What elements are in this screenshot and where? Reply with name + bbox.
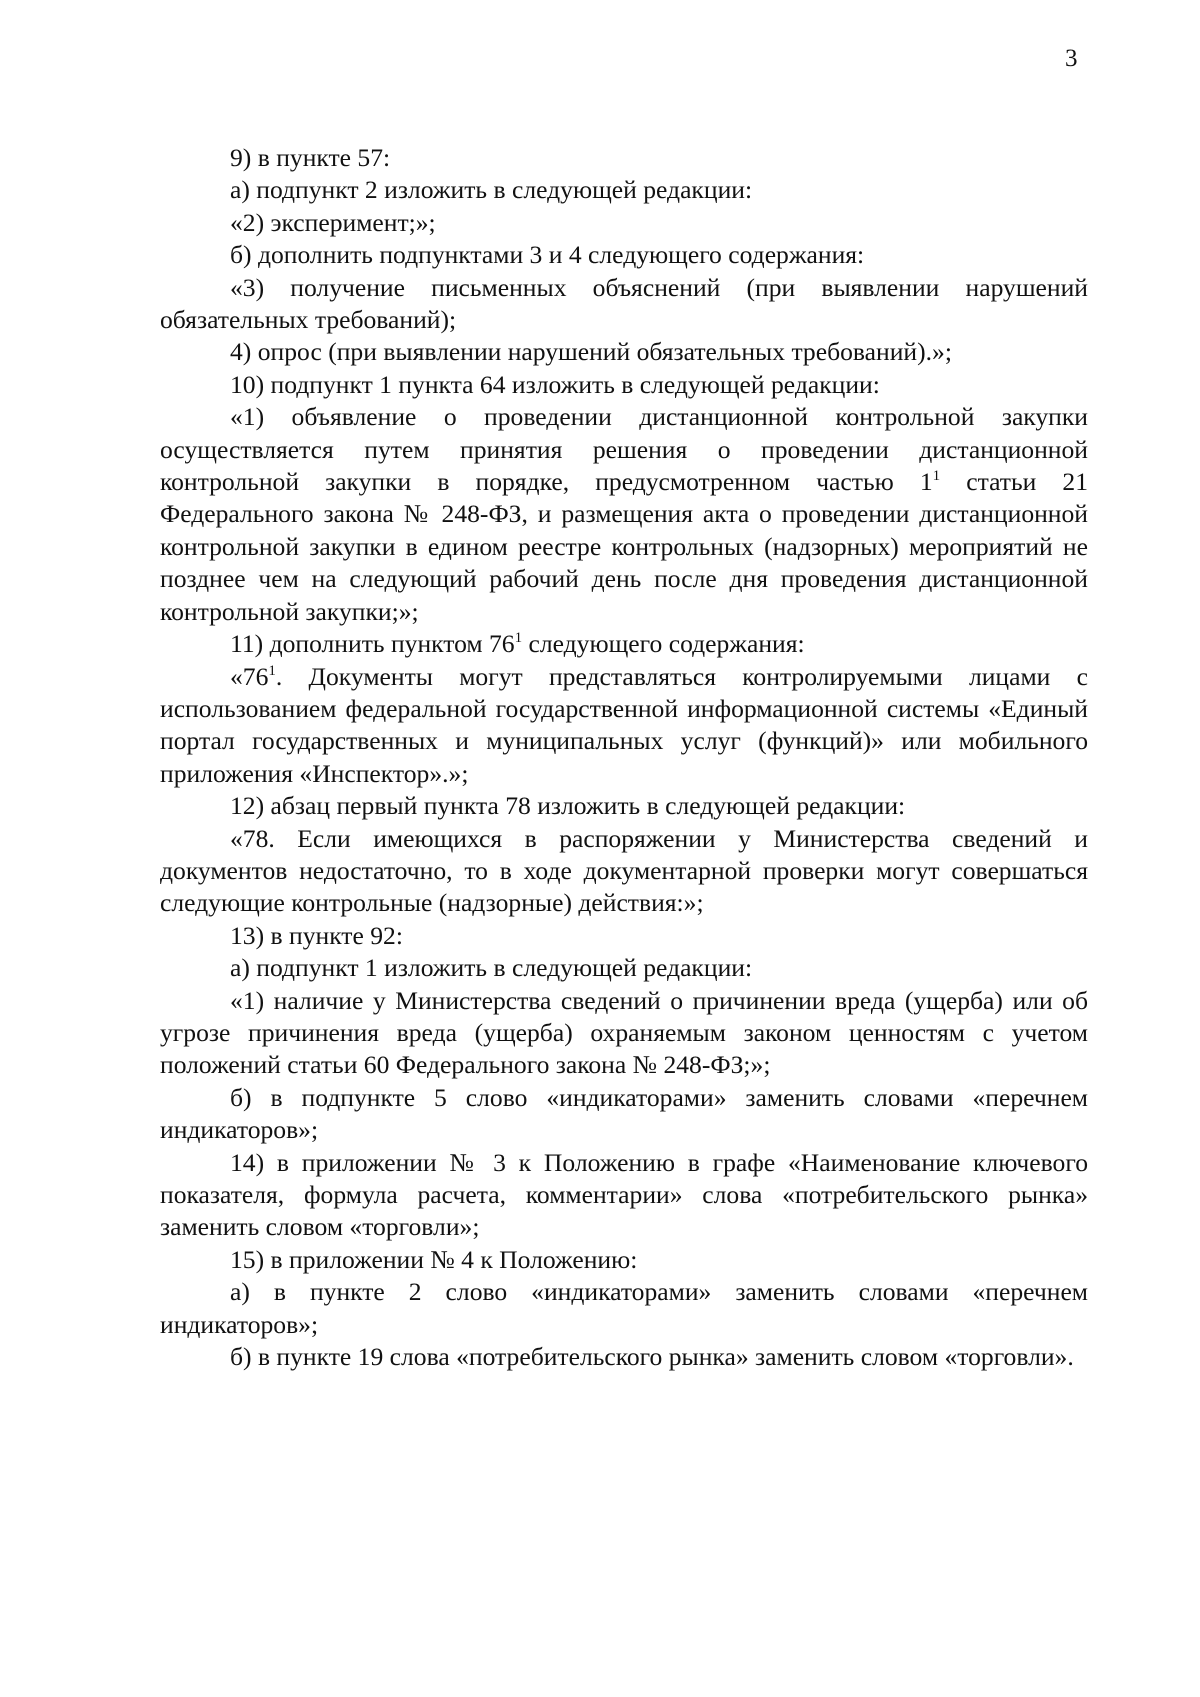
- superscript: 1: [514, 630, 523, 647]
- paragraph-14: 14) в приложении № 3 к Положению в графе «Наименование ключевого показателя, формула расчета, комментарии» слова «потребительского рынка» заменить словом «торговли»;: [160, 1147, 1088, 1242]
- paragraph-11-text: [160, 661, 1088, 791]
- superscript: 1: [268, 662, 276, 679]
- paragraph-12-text: «78. Если имеющихся в распоряжении у Министерства сведений и документов недостаточно, то в ходе документарной проверки могут совершаться следующие контрольные (надзорные) действия:»;: [160, 823, 1088, 918]
- paragraph-9a: а) подпункт 2 изложить в следующей редакции:: [230, 175, 753, 205]
- paragraph-12: 12) абзац первый пункта 78 изложить в следующей редакции:: [230, 791, 906, 821]
- superscript: 1: [932, 468, 941, 485]
- paragraph-10: 10) подпункт 1 пункта 64 изложить в следующей редакции:: [230, 369, 880, 399]
- paragraph-9b-item4: 4) опрос (при выявлении нарушений обязательных требований).»;: [230, 337, 952, 367]
- paragraph-13a: а) подпункт 1 изложить в следующей редакции:: [230, 953, 753, 983]
- paragraph-9b-item3: «3) получение письменных объяснений (при выявлении нарушений обязательных требований);: [160, 272, 1088, 335]
- paragraph-15a: а) в пункте 2 слово «индикаторами» заменить словами «перечнем индикаторов»;: [160, 1277, 1088, 1339]
- paragraph-15: 15) в приложении № 4 к Положению:: [230, 1244, 638, 1274]
- paragraph-13b: б) в подпункте 5 слово «индикаторами» заменить словами «перечнем индикаторов»;: [160, 1082, 1088, 1145]
- paragraph-9a-text: «2) эксперимент;»;: [230, 207, 436, 237]
- paragraph-13: 13) в пункте 92:: [230, 920, 403, 950]
- paragraph-10-text-part2: статьи 21 Федерального закона № 248-ФЗ, и размещения акта о проведении дистанционной контрольной закупки в едином реестре контрольных (надзорных) мероприятий не позднее чем на следующий рабочий день после дня проведения дистанционной контрольной закупки;»;: [160, 467, 1088, 626]
- paragraph-10-text: [160, 401, 1088, 628]
- paragraph-9: 9) в пункте 57:: [230, 143, 391, 172]
- paragraph-15b: б) в пункте 19 слова «потребительского рынка» заменить словом «торговли».: [230, 1342, 1074, 1372]
- paragraph-9b: б) дополнить подпунктами 3 и 4 следующего содержания:: [230, 240, 865, 270]
- paragraph-11-text-part2: . Документы могут представляться контролируемыми лицами с использованием федеральной государственной информационной системы «Единый портал государственных и муниципальных услуг (функций)» или мобильного приложения «Инспектор».»;: [160, 661, 1088, 788]
- paragraph-10-text-part1: «1) объявление о проведении дистанционной контрольной закупки осуществляется путем принятия решения о проведении дистанционной контрольной закупки в порядке, предусмотренном частью 1: [160, 402, 1088, 497]
- paragraph-11: [160, 628, 1088, 660]
- paragraph-11-part2: следующего содержания:: [522, 629, 805, 659]
- document-body: [160, 142, 1088, 1373]
- paragraph-11-part1: 11) дополнить пунктом 76: [230, 629, 515, 659]
- page-number: 3: [1065, 45, 1078, 72]
- paragraph-13a-text: «1) наличие у Министерства сведений о причинении вреда (ущерба) или об угрозе причинения вреда (ущерба) охраняемым законом ценностям с учетом положений статьи 60 Федерального закона № 248-ФЗ;»;: [160, 985, 1088, 1080]
- paragraph-11-text-part1: «76: [230, 661, 269, 691]
